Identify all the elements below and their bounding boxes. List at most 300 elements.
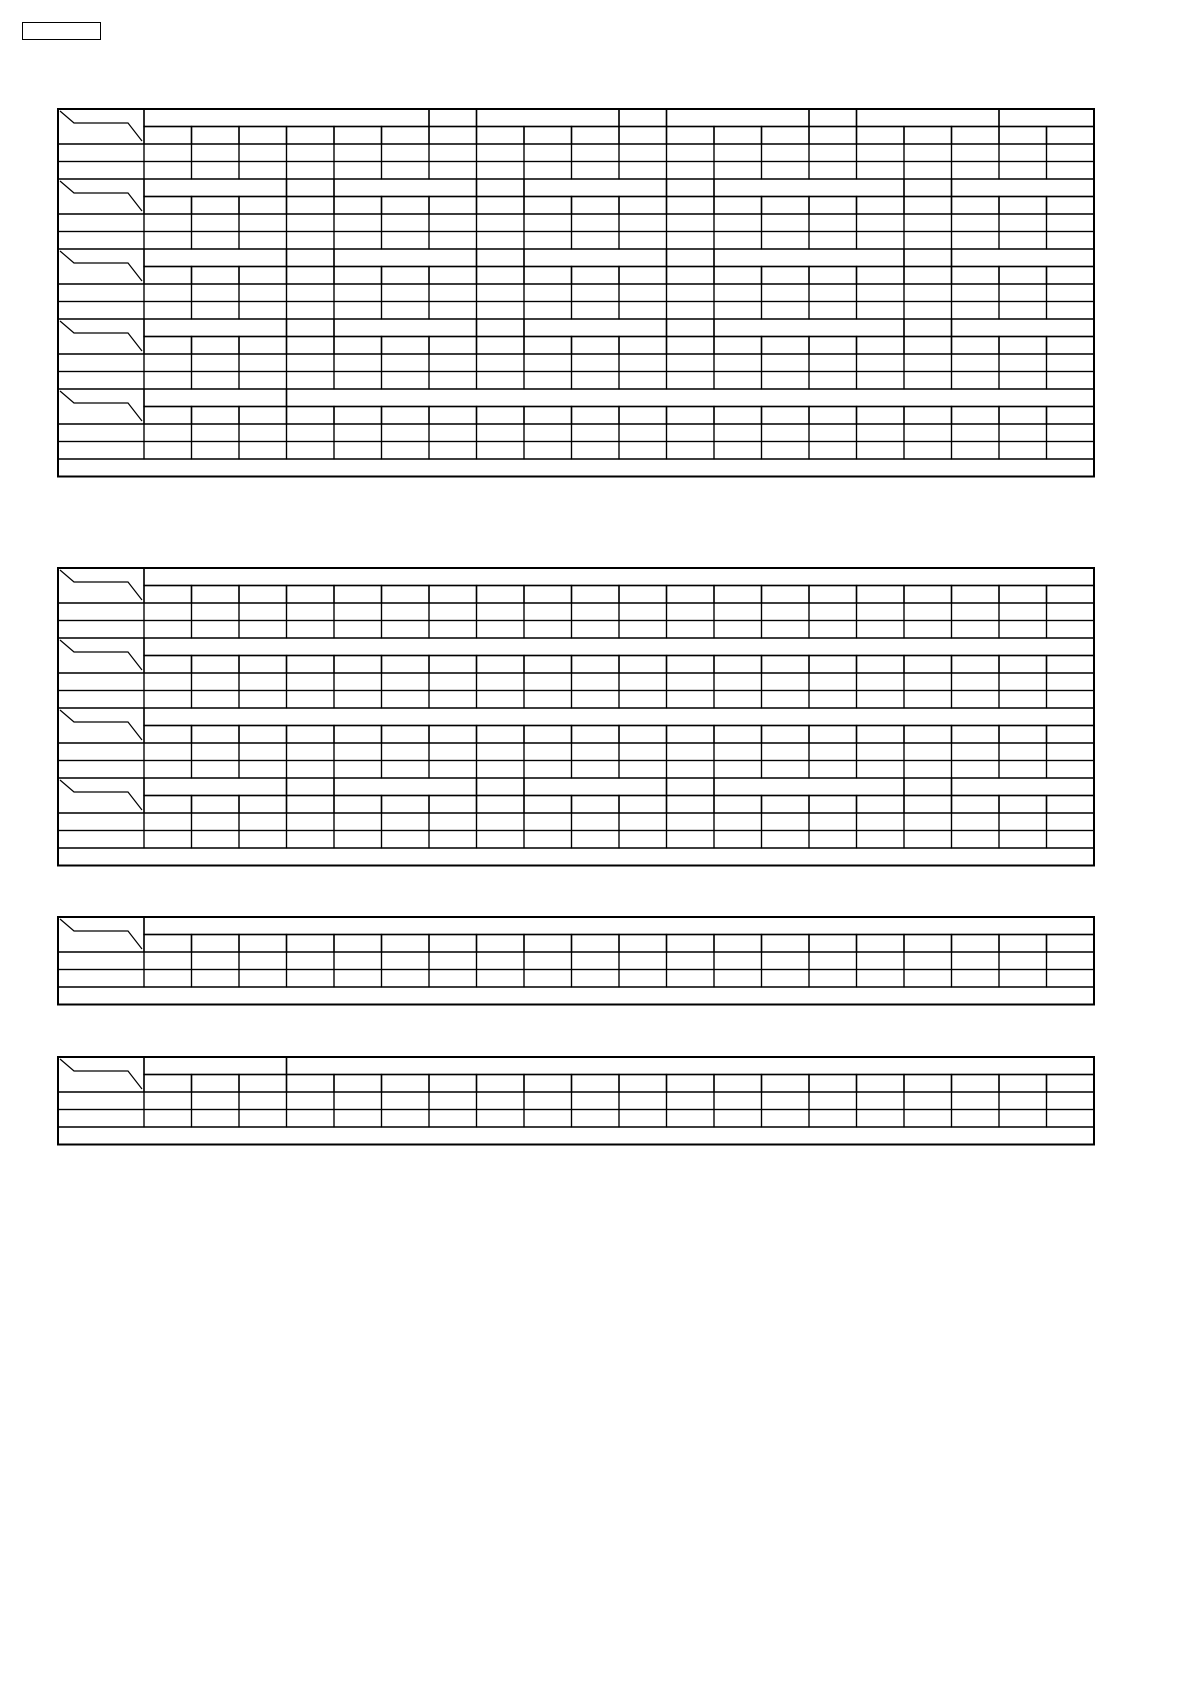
table-2-block-3-row-1-cell-8 [477, 743, 525, 761]
table-2-block-4-row-2-cell-7 [429, 831, 477, 849]
table-2-block-3-row-1-cell-5 [334, 743, 382, 761]
table-1-block-2-header-span-6 [667, 179, 715, 197]
table-2-block-1-row-1-cell-2 [192, 603, 240, 621]
table-2-block-1-row-2-cell-3 [239, 621, 287, 639]
table-1-block-2-column-8 [477, 197, 525, 215]
table-2-block-2-row-2-cell-15 [809, 691, 857, 709]
table-2-block-2-column-17 [904, 656, 952, 674]
table-2-block-4-header-span-9 [952, 778, 1095, 796]
table-2-block-4-row-2-cell-13 [714, 831, 762, 849]
table-1-block-3-column-18 [952, 267, 1000, 285]
table-1-block-3-column-5 [334, 267, 382, 285]
table-2-block-1-row-2-cell-9 [524, 621, 572, 639]
table-2-block-1-column-1 [144, 586, 192, 604]
table-1-block-2-column-11 [619, 197, 667, 215]
table-1-block-2-column-19 [999, 197, 1047, 215]
table-1-block-4-column-2 [192, 337, 240, 355]
table-1-block-3-row-2-cell-4 [287, 302, 335, 320]
table-1-block-4-column-6 [382, 337, 430, 355]
table-2-block-2-row-1-cell-7 [429, 673, 477, 691]
table-2-block-3-row-1-cell-15 [809, 743, 857, 761]
table-1-block-4-column-18 [952, 337, 1000, 355]
table-1-block-1-column-8 [477, 127, 525, 145]
table-1-block-1-column-3 [239, 127, 287, 145]
table-2-block-2-row-1-cell-9 [524, 673, 572, 691]
table-1-block-3-row-1-cell-12 [667, 284, 715, 302]
table-4-block-1-row-2-cell-12 [667, 1110, 715, 1128]
table-2-block-3-row-1-cell-2 [192, 743, 240, 761]
table-3-block-1-row-2-cell-8 [477, 970, 525, 988]
table-1-block-3-row-2-label [58, 302, 144, 320]
table-2-block-2-column-19 [999, 656, 1047, 674]
table-4-block-1-row-1-cell-5 [334, 1092, 382, 1110]
table-2-block-1-row-1-cell-14 [762, 603, 810, 621]
table-2-block-4-row-1-cell-18 [952, 813, 1000, 831]
table-1-block-5-row-2-cell-18 [952, 442, 1000, 460]
table-1-block-5-column-17 [904, 407, 952, 425]
table-2-block-3-row-1-cell-17 [904, 743, 952, 761]
table-1-block-1-header-span-5 [667, 109, 810, 127]
table-1-block-2-header-span-4 [477, 179, 525, 197]
table-2-block-1-row-1-cell-20 [1047, 603, 1095, 621]
table-1-block-4-column-13 [714, 337, 762, 355]
table-1-block-1-column-5 [334, 127, 382, 145]
table-1-block-1-row-2-cell-14 [762, 162, 810, 180]
table-2-block-4-column-9 [524, 796, 572, 814]
table-2-block-3-column-15 [809, 726, 857, 744]
table-3-block-1-row-2-cell-17 [904, 970, 952, 988]
table-2-block-2-row-1-cell-6 [382, 673, 430, 691]
table-2-block-1-column-6 [382, 586, 430, 604]
table-1-block-2-row-2-cell-17 [904, 232, 952, 250]
table-1-block-3-row-1-cell-1 [144, 284, 192, 302]
table-2-block-3-column-6 [382, 726, 430, 744]
table-1-block-1-row-1-label [58, 144, 144, 162]
table-1-block-5-row-2-cell-6 [382, 442, 430, 460]
table-2-block-3-row-1-cell-16 [857, 743, 905, 761]
table-1-block-5-row-2-cell-1 [144, 442, 192, 460]
table-2-block-2-row-1-cell-12 [667, 673, 715, 691]
table-1-block-4-row-1-cell-6 [382, 354, 430, 372]
table-2-block-1-column-3 [239, 586, 287, 604]
table-4-block-1-row-2-cell-11 [619, 1110, 667, 1128]
table-1-block-4-row-2-cell-10 [572, 372, 620, 390]
table-2-block-1-column-11 [619, 586, 667, 604]
table-1-block-4-row-1-cell-13 [714, 354, 762, 372]
table-1-block-3-row-1-cell-10 [572, 284, 620, 302]
table-1-block-2-column-16 [857, 197, 905, 215]
table-2-block-2-column-1 [144, 656, 192, 674]
table-1-block-3-row-2-cell-17 [904, 302, 952, 320]
table-2-block-4-row-2-cell-5 [334, 831, 382, 849]
table-1-block-2-row-1-cell-16 [857, 214, 905, 232]
table-1-block-1-column-9 [524, 127, 572, 145]
table-1-block-3-row-2-cell-11 [619, 302, 667, 320]
table-1-block-2-row-2-cell-12 [667, 232, 715, 250]
table-3-block-1-row-2-cell-7 [429, 970, 477, 988]
table-3-block-1-row-2-cell-19 [999, 970, 1047, 988]
table-1-block-4-row-2-cell-5 [334, 372, 382, 390]
table-2-block-3-column-2 [192, 726, 240, 744]
table-1-block-4-row-1-cell-18 [952, 354, 1000, 372]
table-1-block-1-row-2-cell-5 [334, 162, 382, 180]
table-3-block-1-row-1-cell-12 [667, 952, 715, 970]
table-1-block-4-row-2-cell-11 [619, 372, 667, 390]
table-1-block-2-column-5 [334, 197, 382, 215]
table-2-block-3-row-1-cell-4 [287, 743, 335, 761]
table-1-block-2-row-1-cell-12 [667, 214, 715, 232]
table-2-block-1-row-2-cell-6 [382, 621, 430, 639]
table-4-block-1-row-2-cell-1 [144, 1110, 192, 1128]
table-1-block-5-row-1-cell-18 [952, 424, 1000, 442]
table-2-block-4-column-18 [952, 796, 1000, 814]
table-2-block-4-row-2-cell-2 [192, 831, 240, 849]
table-1-block-5-row-1-cell-14 [762, 424, 810, 442]
table-1-block-1-column-15 [809, 127, 857, 145]
table-3-block-1-column-11 [619, 935, 667, 953]
table-2-block-3-row-1-cell-11 [619, 743, 667, 761]
table-2-block-4-row-2-cell-6 [382, 831, 430, 849]
table-2-block-2-row-1-cell-14 [762, 673, 810, 691]
table-1-block-3-column-17 [904, 267, 952, 285]
table-2-block-3-row-1-cell-13 [714, 743, 762, 761]
table-1-block-5-row-2-cell-20 [1047, 442, 1095, 460]
table-3-block-1-row-1-cell-16 [857, 952, 905, 970]
table-1-block-3-row-2-cell-16 [857, 302, 905, 320]
table-2-block-2-row-1-cell-20 [1047, 673, 1095, 691]
table-4-block-1-row-1-cell-14 [762, 1092, 810, 1110]
table-1-block-5-row-1-cell-15 [809, 424, 857, 442]
table-2-block-4-header-span-6 [667, 778, 715, 796]
table-2-block-1-column-9 [524, 586, 572, 604]
table-1-block-3-row-2-cell-6 [382, 302, 430, 320]
table-3-block-1-row-2-cell-15 [809, 970, 857, 988]
table-1-block-4-row-2-cell-4 [287, 372, 335, 390]
table-1-block-5-column-1 [144, 407, 192, 425]
table-2-block-2-row-2-cell-5 [334, 691, 382, 709]
table-1-block-5-column-6 [382, 407, 430, 425]
table-2-block-3-row-1-cell-3 [239, 743, 287, 761]
table-2-block-1-row-2-cell-20 [1047, 621, 1095, 639]
table-2-block-2-row-2-cell-7 [429, 691, 477, 709]
table-2-block-1-row-1-cell-1 [144, 603, 192, 621]
table-1-block-2-column-10 [572, 197, 620, 215]
table-1-block-5-header-span-2 [287, 389, 1095, 407]
table-1-block-4-header-span-4 [477, 319, 525, 337]
table-1-block-1-row-1-cell-15 [809, 144, 857, 162]
table-2-block-1-row-2-cell-15 [809, 621, 857, 639]
table-2-block-2-column-2 [192, 656, 240, 674]
table-2-block-4-row-1-cell-11 [619, 813, 667, 831]
table-2-block-3-row-2-cell-8 [477, 761, 525, 779]
table-2-block-2-column-14 [762, 656, 810, 674]
table-1-block-2-column-6 [382, 197, 430, 215]
table-1-block-2-row-2-cell-5 [334, 232, 382, 250]
table-1-block-3-row-1-cell-13 [714, 284, 762, 302]
table-1-block-1-row-1-cell-18 [952, 144, 1000, 162]
table-2-block-1-column-5 [334, 586, 382, 604]
table-2-block-2-row-2-cell-11 [619, 691, 667, 709]
table-1-block-2-row-1-cell-14 [762, 214, 810, 232]
table-2-block-3-column-1 [144, 726, 192, 744]
table-2-block-4-row-2-cell-19 [999, 831, 1047, 849]
table-2-block-4-corner-diagonal [60, 780, 142, 810]
table-3-block-1-row-1-cell-18 [952, 952, 1000, 970]
table-2-block-3-column-12 [667, 726, 715, 744]
table-1-block-5-row-2-cell-17 [904, 442, 952, 460]
table-3-block-1-row-1-cell-6 [382, 952, 430, 970]
table-1-block-2-column-20 [1047, 197, 1095, 215]
table-2-block-1-row-1-cell-17 [904, 603, 952, 621]
table-1-block-5-row-1-cell-4 [287, 424, 335, 442]
table-4-block-1-row-1-cell-2 [192, 1092, 240, 1110]
table-1-block-1-row-2-cell-18 [952, 162, 1000, 180]
table-1-block-5-column-4 [287, 407, 335, 425]
table-4-block-1-row-2-cell-6 [382, 1110, 430, 1128]
table-1-block-2-column-1 [144, 197, 192, 215]
table-4-block-1-header-span-2 [287, 1057, 1095, 1075]
table-2-block-1-row-1-cell-13 [714, 603, 762, 621]
table-2-block-1-row-2-cell-18 [952, 621, 1000, 639]
table-1-block-4-column-17 [904, 337, 952, 355]
table-1-block-5-row-1-cell-2 [192, 424, 240, 442]
table-2-block-4-row-1-cell-19 [999, 813, 1047, 831]
table-1-block-1-column-4 [287, 127, 335, 145]
table-1-block-1-row-1-cell-20 [1047, 144, 1095, 162]
table-1-block-4-row-1-cell-8 [477, 354, 525, 372]
table-3-block-1-row-1-cell-7 [429, 952, 477, 970]
table-1-block-3-header-span-2 [287, 249, 335, 267]
table-1-block-5-row-2-cell-15 [809, 442, 857, 460]
table-1-block-3-header-span-3 [334, 249, 477, 267]
table-2-block-1-row-2-cell-12 [667, 621, 715, 639]
table-1-block-2-row-2-cell-20 [1047, 232, 1095, 250]
table-4-block-1-row-1-cell-3 [239, 1092, 287, 1110]
table-3-block-1-column-19 [999, 935, 1047, 953]
table-2-block-4-header-span-8 [904, 778, 952, 796]
table-1-block-4-row-2-cell-7 [429, 372, 477, 390]
table-4-block-1-column-19 [999, 1075, 1047, 1093]
table-1-block-2-column-13 [714, 197, 762, 215]
table-1-block-4-row-1-cell-3 [239, 354, 287, 372]
table-1-block-1-header-span-7 [857, 109, 1000, 127]
table-2-block-4-header-span-4 [477, 778, 525, 796]
table-1-block-3-row-1-cell-11 [619, 284, 667, 302]
table-1-block-3-row-2-cell-18 [952, 302, 1000, 320]
table-2-block-2-header-span-1 [144, 638, 1094, 656]
table-1-block-5-column-5 [334, 407, 382, 425]
table-4-block-1-row-2-cell-18 [952, 1110, 1000, 1128]
table-3-block-1-row-1-cell-19 [999, 952, 1047, 970]
table-2-block-2-row-2-cell-17 [904, 691, 952, 709]
table-1-block-5-row-2-cell-19 [999, 442, 1047, 460]
table-4-block-1-row-2-cell-7 [429, 1110, 477, 1128]
table-1-block-2-header-span-8 [904, 179, 952, 197]
table-2-block-2-column-13 [714, 656, 762, 674]
table-3-block-1-row-2-cell-9 [524, 970, 572, 988]
table-2-block-3-column-20 [1047, 726, 1095, 744]
table-1-block-5-row-2-cell-3 [239, 442, 287, 460]
table-1-block-3-row-2-cell-12 [667, 302, 715, 320]
table-1-block-1-header-span-2 [429, 109, 477, 127]
table-2-block-4-row-1-cell-15 [809, 813, 857, 831]
table-1-block-1-row-2-label [58, 162, 144, 180]
table-2-block-3-row-2-cell-9 [524, 761, 572, 779]
table-2-block-1-column-7 [429, 586, 477, 604]
table-1-block-2-row-2-cell-4 [287, 232, 335, 250]
table-1-block-3-column-2 [192, 267, 240, 285]
table-2-block-1-row-2-cell-2 [192, 621, 240, 639]
table-2-block-3-row-2-cell-16 [857, 761, 905, 779]
table-2-block-4-row-1-cell-3 [239, 813, 287, 831]
table-2-block-2-row-2-cell-9 [524, 691, 572, 709]
table-3-block-1-column-12 [667, 935, 715, 953]
table-2-block-3-row-2-cell-7 [429, 761, 477, 779]
table-4-block-1-column-20 [1047, 1075, 1095, 1093]
table-1-block-1-row-2-cell-7 [429, 162, 477, 180]
table-3-block-1-row-2-cell-2 [192, 970, 240, 988]
table-1-block-1-row-2-cell-12 [667, 162, 715, 180]
table-1-block-3-header-span-5 [524, 249, 667, 267]
table-1-block-4-column-5 [334, 337, 382, 355]
table-1-block-3-row-2-cell-1 [144, 302, 192, 320]
table-1-block-4-column-15 [809, 337, 857, 355]
table-3-block-1-row-2-cell-3 [239, 970, 287, 988]
table-1-block-5-column-19 [999, 407, 1047, 425]
table-2-block-4-row-2-cell-17 [904, 831, 952, 849]
table-4-block-1-row-2-cell-20 [1047, 1110, 1095, 1128]
table-2-block-2-row-1-cell-2 [192, 673, 240, 691]
table-1-block-1-row-2-cell-1 [144, 162, 192, 180]
table-4-block-1-row-2-cell-19 [999, 1110, 1047, 1128]
table-2-block-1-row-1-cell-11 [619, 603, 667, 621]
table-2-block-2-column-5 [334, 656, 382, 674]
table-1-block-4-row-1-cell-2 [192, 354, 240, 372]
table-1-block-5-row-1-cell-9 [524, 424, 572, 442]
table-1-block-5-row-1-cell-17 [904, 424, 952, 442]
table-2-block-1-row-2-cell-19 [999, 621, 1047, 639]
table-1-block-1-row-2-cell-3 [239, 162, 287, 180]
table-1-block-4-row-1-cell-11 [619, 354, 667, 372]
table-1-block-2-row-1-cell-6 [382, 214, 430, 232]
table-2-block-2-row-2-label [58, 691, 144, 709]
table-1-block-2-header-span-7 [714, 179, 904, 197]
table-1-block-2-column-4 [287, 197, 335, 215]
table-2-block-4-row-2-cell-18 [952, 831, 1000, 849]
table-1-block-2-column-7 [429, 197, 477, 215]
table-1-footer-row-1 [58, 459, 1094, 477]
table-2-block-1-row-2-cell-10 [572, 621, 620, 639]
table-1-block-3-column-10 [572, 267, 620, 285]
table-1-block-3-row-2-cell-20 [1047, 302, 1095, 320]
table-3-block-1-row-1-label [58, 952, 144, 970]
table-1-block-4-row-2-cell-2 [192, 372, 240, 390]
table-1-block-4-row-1-cell-20 [1047, 354, 1095, 372]
table-1-block-4-header-span-2 [287, 319, 335, 337]
table-1-block-3-header-span-9 [952, 249, 1095, 267]
table-2-block-4-header-span-1 [144, 778, 287, 796]
table-3-block-1-column-20 [1047, 935, 1095, 953]
table-1-block-3-row-2-cell-5 [334, 302, 382, 320]
table-4-block-1-row-1-cell-7 [429, 1092, 477, 1110]
table-4-block-1-column-18 [952, 1075, 1000, 1093]
table-4-block-1-column-12 [667, 1075, 715, 1093]
table-3-block-1-row-1-cell-17 [904, 952, 952, 970]
table-1-block-2-column-3 [239, 197, 287, 215]
table-1-block-1-row-1-cell-6 [382, 144, 430, 162]
table-3-block-1-row-2-cell-11 [619, 970, 667, 988]
table-2-block-4-row-1-label [58, 813, 144, 831]
table-2-block-1-column-4 [287, 586, 335, 604]
table-2-block-2-column-11 [619, 656, 667, 674]
table-1-block-2-row-2-cell-11 [619, 232, 667, 250]
table-2-block-4-row-1-cell-9 [524, 813, 572, 831]
table-4-block-1-row-2-cell-15 [809, 1110, 857, 1128]
table-1-block-1-row-1-cell-12 [667, 144, 715, 162]
table-1-block-5-row-2-cell-12 [667, 442, 715, 460]
table-2-block-2-row-1-cell-16 [857, 673, 905, 691]
table-3-block-1-row-1-cell-3 [239, 952, 287, 970]
table-2-block-3-row-2-cell-20 [1047, 761, 1095, 779]
table-2-block-1-column-8 [477, 586, 525, 604]
table-4-block-1-column-5 [334, 1075, 382, 1093]
table-1-block-3-row-1-cell-3 [239, 284, 287, 302]
table-1-block-1-row-1-cell-19 [999, 144, 1047, 162]
table-1-block-2-row-1-cell-17 [904, 214, 952, 232]
table-2-block-2-column-12 [667, 656, 715, 674]
table-4-block-1-row-2-cell-8 [477, 1110, 525, 1128]
table-2-block-2-row-1-cell-17 [904, 673, 952, 691]
table-1-block-5-row-2-cell-13 [714, 442, 762, 460]
table-1-block-4-row-2-cell-18 [952, 372, 1000, 390]
table-4-block-1-row-2-cell-17 [904, 1110, 952, 1128]
table-3-block-1-row-2-cell-14 [762, 970, 810, 988]
table-4-block-1-column-1 [144, 1075, 192, 1093]
table-1-block-1-row-1-cell-17 [904, 144, 952, 162]
table-1-block-2-row-2-cell-7 [429, 232, 477, 250]
table-2-block-2-row-1-cell-15 [809, 673, 857, 691]
table-3-block-1-column-16 [857, 935, 905, 953]
table-1-block-2-column-17 [904, 197, 952, 215]
table-3-block-1-row-2-cell-1 [144, 970, 192, 988]
table-1-block-1-row-1-cell-10 [572, 144, 620, 162]
table-2-block-1-row-2-cell-5 [334, 621, 382, 639]
table-2-block-4-column-2 [192, 796, 240, 814]
table-1-block-2-row-2-cell-2 [192, 232, 240, 250]
table-1-block-1-column-10 [572, 127, 620, 145]
table-3-block-1-row-1-cell-4 [287, 952, 335, 970]
table-1-block-2-row-2-label [58, 232, 144, 250]
table-4-block-1-row-1-cell-13 [714, 1092, 762, 1110]
table-1-block-3-row-1-cell-8 [477, 284, 525, 302]
table-4-block-1-row-1-cell-12 [667, 1092, 715, 1110]
table-1-block-5-row-1-cell-12 [667, 424, 715, 442]
table-1-block-1-column-7 [429, 127, 477, 145]
table-3-block-1-column-9 [524, 935, 572, 953]
table-2-outer-border [58, 568, 1094, 866]
table-2-block-1-column-16 [857, 586, 905, 604]
table-2-block-3-row-2-cell-10 [572, 761, 620, 779]
table-2-block-3-row-1-cell-10 [572, 743, 620, 761]
table-3-block-1-row-1-cell-9 [524, 952, 572, 970]
table-1-block-1-column-12 [667, 127, 715, 145]
table-2-block-3-column-8 [477, 726, 525, 744]
table-1-block-3-row-2-cell-7 [429, 302, 477, 320]
table-2-block-3-column-18 [952, 726, 1000, 744]
table-1-block-2-row-1-cell-1 [144, 214, 192, 232]
table-1-block-2-row-1-cell-15 [809, 214, 857, 232]
table-3-block-1-row-2-cell-6 [382, 970, 430, 988]
